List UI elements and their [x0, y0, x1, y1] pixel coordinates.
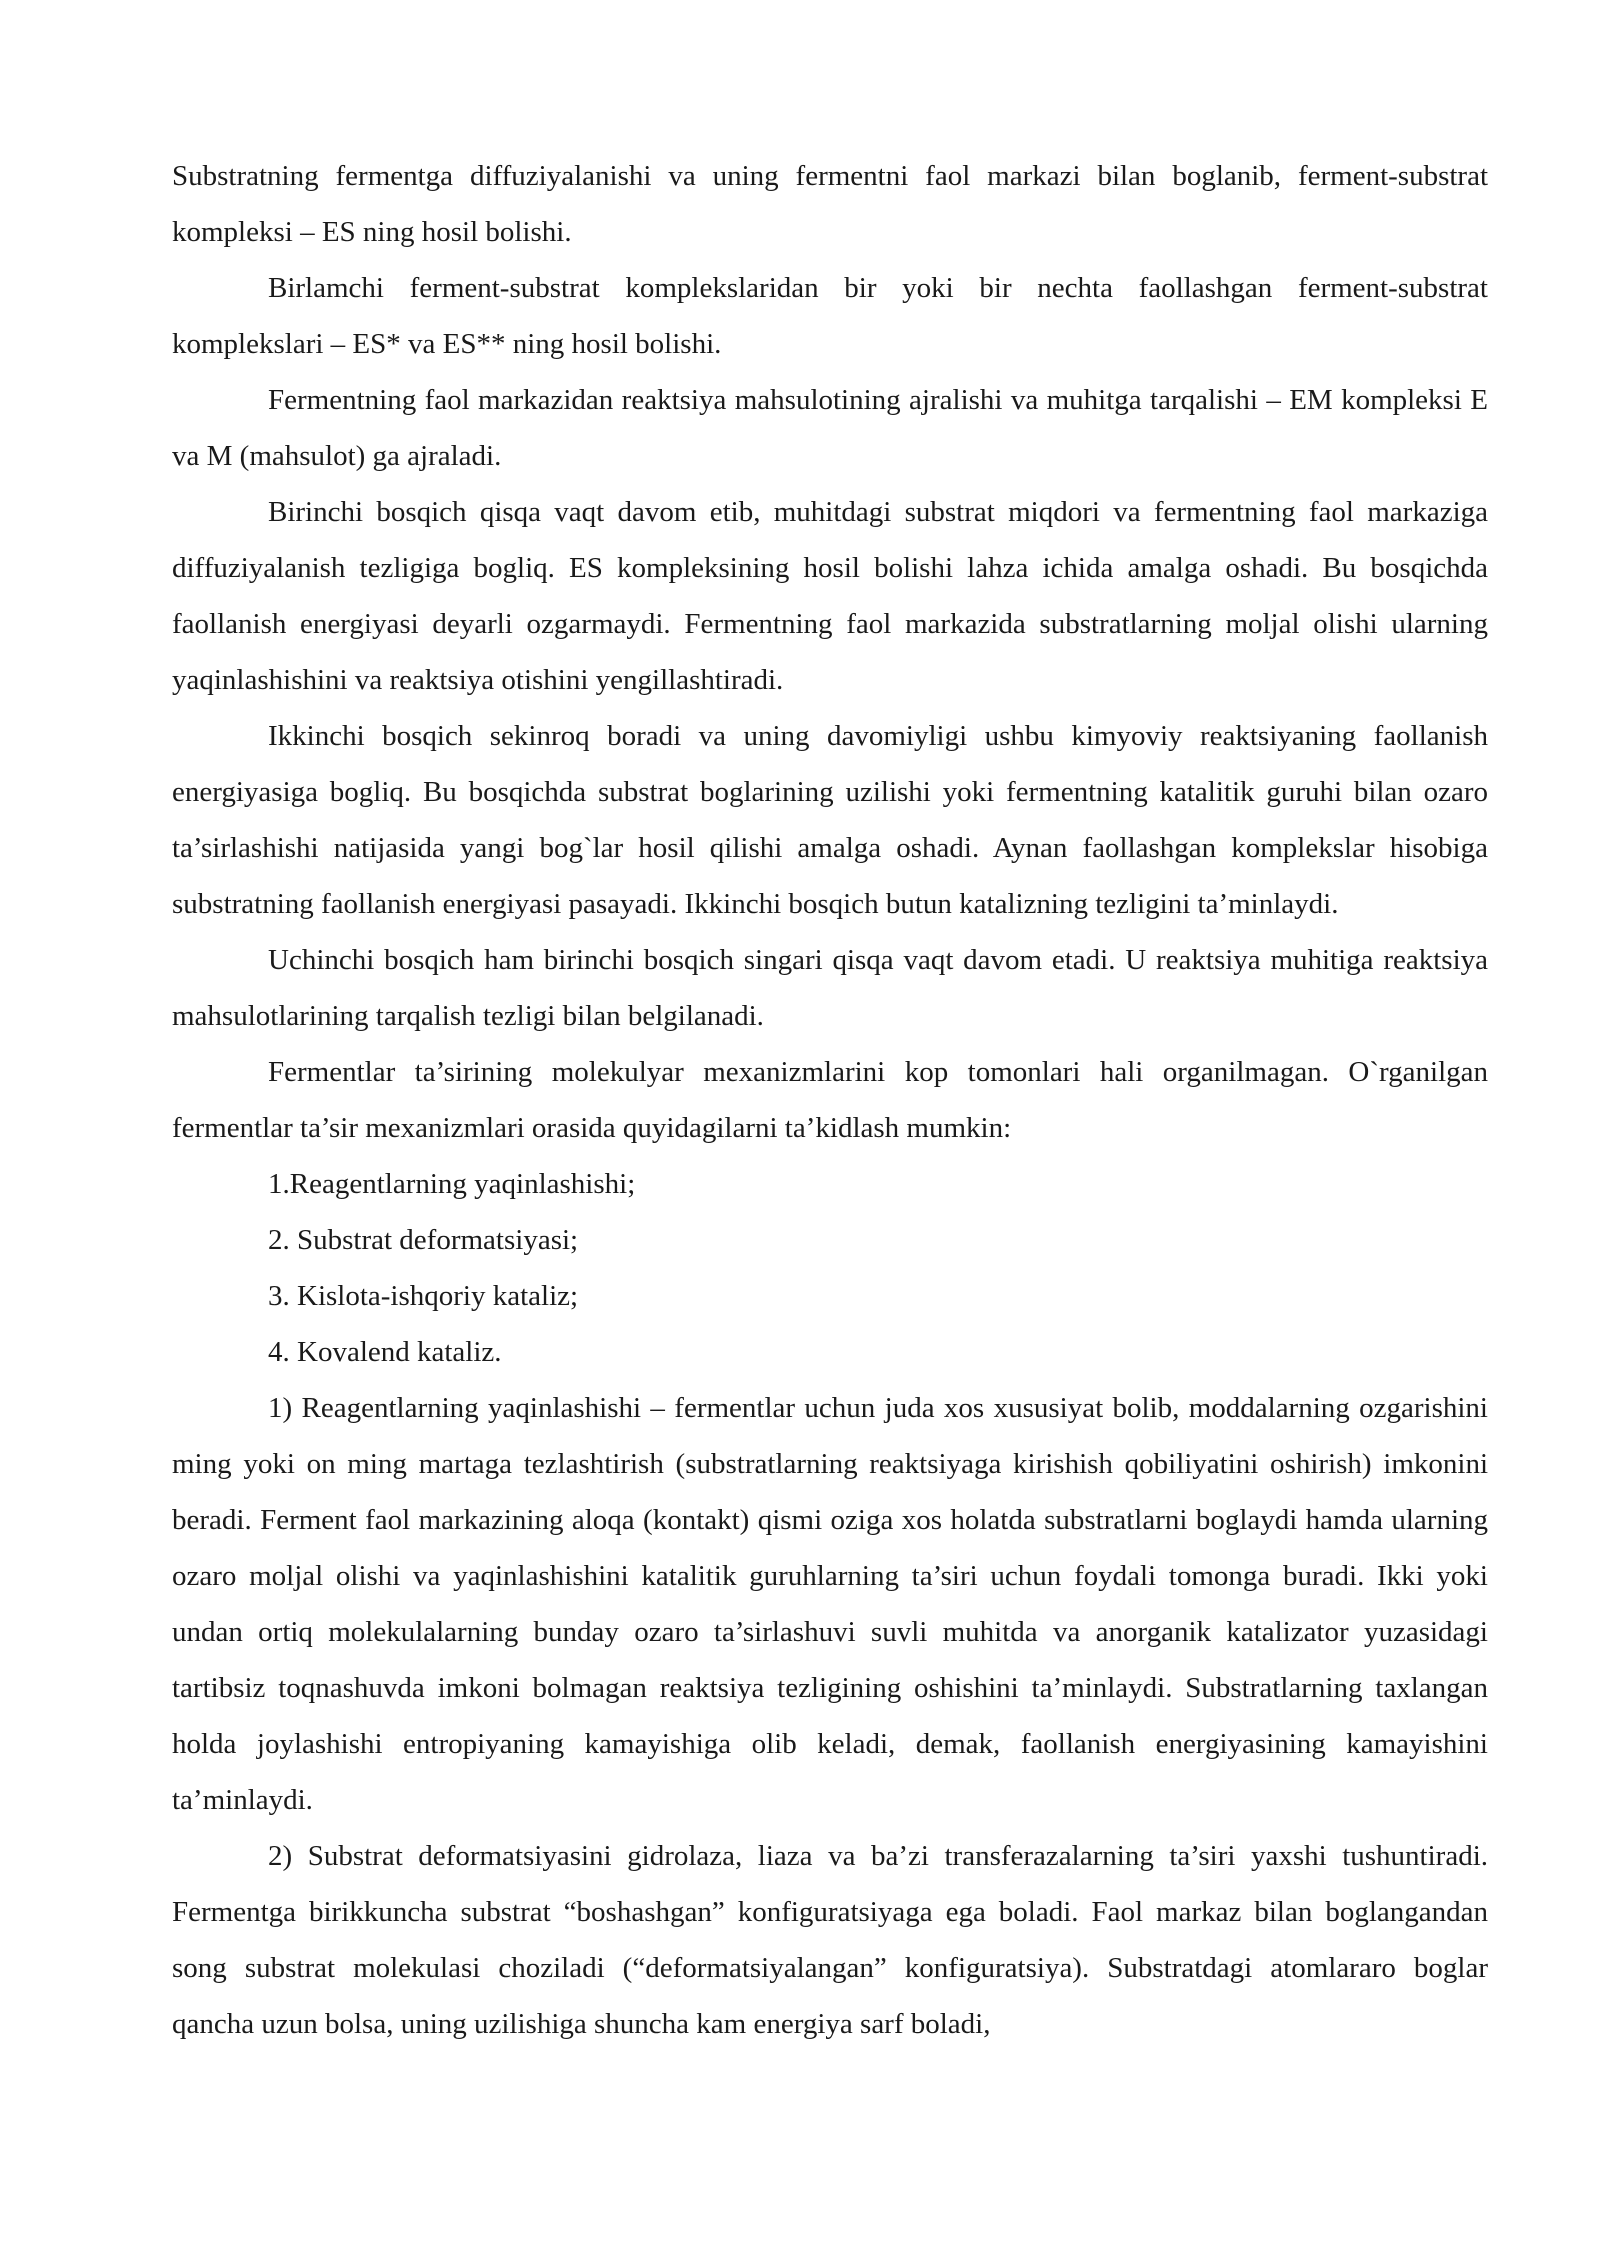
paragraph-product-release: Fermentning faol markazidan reaktsiya mahsulotining ajralishi va muhitga tarqalishi – EM kompleksi E va M (mahsulot) ga ajraladi. [172, 384, 1488, 472]
paragraph-mechanisms-intro: Fermentlar ta’sirining molekulyar mexanizmlarini kop tomonlari hali organilmagan. O`rganilgan fermentlar ta’sir mexanizmlari orasida quyidagilarni ta’kidlash mumkin: [172, 1056, 1488, 1144]
document-page [172, 148, 1488, 2052]
list-item-reagent-approach: 1.Reagentlarning yaqinlashishi; [268, 1168, 636, 1200]
paragraph-substrate-deformation: 2) Substrat deformatsiyasini gidrolaza, liaza va ba’zi transferazalarning ta’siri yaxshi tushuntiradi. Fermentga birikkuncha substrat “boshashgan” konfiguratsiyaga ega boladi. Faol markaz bilan boglangandan song substrat molekulasi choziladi (“deformatsiyalangan” konfiguratsiya). Substratdagi atomlararo boglar qancha uzun bolsa, uning uzilishiga shuncha kam energiya sarf boladi, [172, 1840, 1488, 2040]
paragraph-third-stage: Uchinchi bosqich ham birinchi bosqich singari qisqa vaqt davom etadi. U reaktsiya muhitiga reaktsiya mahsulotlarining tarqalish tezligi bilan belgilanadi. [172, 944, 1488, 1032]
paragraph-activated-complexes: Birlamchi ferment-substrat komplekslaridan bir yoki bir nechta faollashgan ferment-substrat komplekslari – ES* va ES** ning hosil bolishi. [172, 272, 1488, 360]
paragraph-first-stage: Birinchi bosqich qisqa vaqt davom etib, muhitdagi substrat miqdori va fermentning faol markaziga diffuziyalanish tezligiga bogliq. ES kompleksining hosil bolishi lahza ichida amalga oshadi. Bu bosqichda faollanish energiyasi deyarli ozgarmaydi. Fermentning faol markazida substratlarning moljal olishi ularning yaqinlashishini va reaktsiya otishini yengillashtiradi. [172, 496, 1488, 696]
paragraph-reagent-approach: 1) Reagentlarning yaqinlashishi – fermentlar uchun juda xos xususiyat bolib, moddalarning ozgarishini ming yoki on ming martaga tezlashtirish (substratlarning reaktsiyaga kirishish qobiliyatini oshirish) imkonini beradi. Ferment faol markazining aloqa (kontakt) qismi oziga xos holatda substratlarni boglaydi hamda ularning ozaro moljal olishi va yaqinlashishini katalitik guruhlarning ta’siri uchun foydali tomonga buradi. Ikki yoki undan ortiq molekulalarning bunday ozaro ta’sirlashuvi suvli muhitda va anorganik katalizator yuzasidagi tartibsiz toqnashuvda imkoni bolmagan reaktsiya tezligining oshishini ta’minlaydi. Substratlarning taxlangan holda joylashishi entropiyaning kamayishiga olib keladi, demak, faollanish energiyasining kamayishini ta’minlaydi. [172, 1392, 1488, 1816]
list-item-acid-base-catalysis: 3. Kislota-ishqoriy kataliz; [268, 1280, 579, 1312]
paragraph-second-stage: Ikkinchi bosqich sekinroq boradi va uning davomiyligi ushbu kimyoviy reaktsiyaning faollanish energiyasiga bogliq. Bu bosqichda substrat boglarining uzilishi yoki fermentning katalitik guruhi bilan ozaro ta’sirlashishi natijasida yangi bog`lar hosil qilishi amalga oshadi. Aynan faollashgan komplekslar hisobiga substratning faollanish energiyasi pasayadi. Ikkinchi bosqich butun katalizning tezligini ta’minlaydi. [172, 720, 1488, 920]
list-item-substrate-deformation: 2. Substrat deformatsiyasi; [268, 1224, 579, 1256]
list-item-covalent-catalysis: 4. Kovalend kataliz. [268, 1336, 502, 1368]
paragraph-es-complex: Substratning fermentga diffuziyalanishi va uning fermentni faol markazi bilan boglanib, ferment-substrat kompleksi – ES ning hosil bolishi. [172, 160, 1488, 248]
